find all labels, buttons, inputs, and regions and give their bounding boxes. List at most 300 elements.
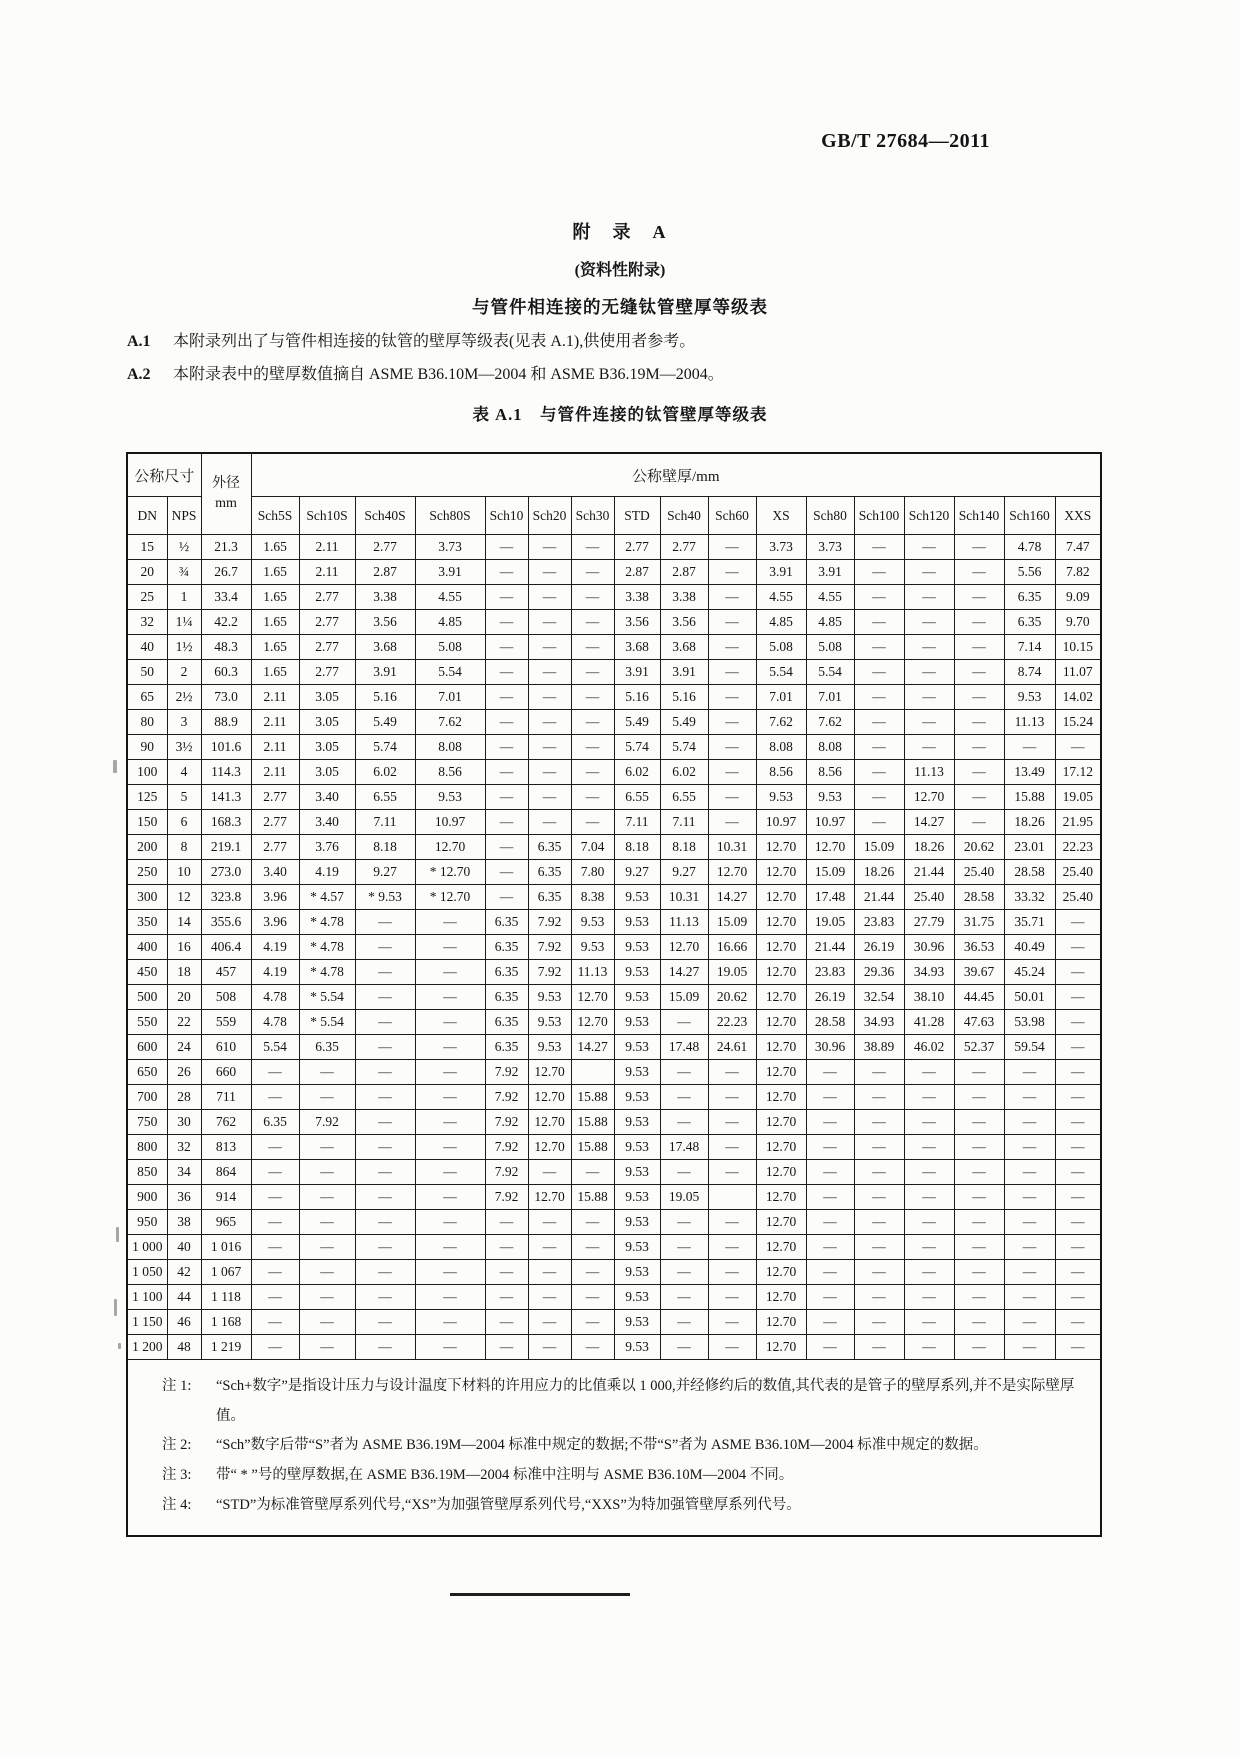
table-cell: — — [485, 660, 528, 685]
table-cell: * 4.78 — [299, 910, 355, 935]
table-cell: * 4.78 — [299, 935, 355, 960]
table-cell: 20 — [167, 985, 201, 1010]
table-cell: 6.35 — [528, 885, 571, 910]
table-cell: — — [355, 910, 415, 935]
table-cell: 9.53 — [614, 910, 660, 935]
table-cell: 12.70 — [528, 1185, 571, 1210]
table-cell: 12.70 — [528, 1135, 571, 1160]
col-header-sch20: Sch20 — [528, 497, 571, 535]
table-cell: 19.05 — [708, 960, 756, 985]
table-cell: 1 150 — [127, 1310, 167, 1335]
table-cell: 3.68 — [614, 635, 660, 660]
table-cell: 12.70 — [756, 985, 806, 1010]
table-cell: — — [299, 1135, 355, 1160]
table-cell: 4.19 — [251, 960, 299, 985]
table-cell: 26 — [167, 1060, 201, 1085]
table-cell: 6.35 — [485, 1035, 528, 1060]
table-cell: — — [571, 685, 614, 710]
table-cell: — — [571, 1210, 614, 1235]
table-cell: — — [485, 560, 528, 585]
table-cell: — — [415, 1310, 485, 1335]
table-cell: — — [571, 635, 614, 660]
table-cell: 2.77 — [660, 535, 708, 560]
table-cell: 9.53 — [614, 1235, 660, 1260]
table-cell: 28.58 — [954, 885, 1004, 910]
table-cell: 32.54 — [854, 985, 904, 1010]
table-cell: — — [854, 1185, 904, 1210]
table-cell: 9.53 — [756, 785, 806, 810]
table-cell: — — [708, 1285, 756, 1310]
table-cell: — — [904, 1260, 954, 1285]
table-cell: 19.05 — [1055, 785, 1101, 810]
table-cell: — — [1004, 1160, 1055, 1185]
table-cell: 750 — [127, 1110, 167, 1135]
table-cell: 6.35 — [485, 960, 528, 985]
table-cell: 11.13 — [571, 960, 614, 985]
table-cell: — — [954, 560, 1004, 585]
table-cell — [571, 1060, 614, 1085]
table-cell: 25.40 — [904, 885, 954, 910]
table-row — [127, 710, 1101, 735]
paragraph-a2-text: 本附录表中的壁厚数值摘自 ASME B36.10M—2004 和 ASME B36.19M—2004。 — [173, 366, 724, 383]
table-cell: — — [571, 1160, 614, 1185]
table-cell: 25.40 — [1055, 860, 1101, 885]
table-cell: 2½ — [167, 685, 201, 710]
table-cell: 9.53 — [415, 785, 485, 810]
table-cell: — — [854, 1260, 904, 1285]
table-row — [127, 685, 1101, 710]
note-1 — [162, 1372, 1084, 1431]
table-cell: — — [1055, 1235, 1101, 1260]
table-cell: 9.53 — [614, 1260, 660, 1285]
table-cell: — — [806, 1135, 854, 1160]
col-header-sch80s: Sch80S — [415, 497, 485, 535]
table-cell: 7.11 — [660, 810, 708, 835]
table-cell: — — [708, 1060, 756, 1085]
table-cell: 5.49 — [614, 710, 660, 735]
table-cell: — — [708, 585, 756, 610]
table-cell: 813 — [201, 1135, 251, 1160]
table-cell: 17.12 — [1055, 760, 1101, 785]
table-row — [127, 1035, 1101, 1060]
table-cell: 10.31 — [708, 835, 756, 860]
table-cell: 2.77 — [355, 535, 415, 560]
table-cell: 4.78 — [1004, 535, 1055, 560]
standard-number: GB/T 27684—2011 — [821, 130, 990, 152]
table-cell: 19.05 — [660, 1185, 708, 1210]
table-cell: — — [1004, 1085, 1055, 1110]
table-cell: 24 — [167, 1035, 201, 1060]
table-row — [127, 760, 1101, 785]
table-cell: 4.55 — [806, 585, 854, 610]
table-cell: 9.53 — [806, 785, 854, 810]
table-cell: — — [660, 1060, 708, 1085]
table-row — [127, 1260, 1101, 1285]
table-row — [127, 560, 1101, 585]
table-cell: 6.35 — [485, 985, 528, 1010]
table-cell: 2.77 — [299, 610, 355, 635]
table-cell: 8.18 — [660, 835, 708, 860]
table-cell: 46.02 — [904, 1035, 954, 1060]
table-cell: 39.67 — [954, 960, 1004, 985]
table-cell: 6.35 — [1004, 610, 1055, 635]
table-cell: 21.44 — [854, 885, 904, 910]
table-cell: — — [528, 1285, 571, 1310]
table-cell: 457 — [201, 960, 251, 985]
table-cell: 1 100 — [127, 1285, 167, 1310]
table-cell: * 5.54 — [299, 1010, 355, 1035]
table-cell: 48.3 — [201, 635, 251, 660]
table-cell: — — [854, 1310, 904, 1335]
note-label: 注 3: — [162, 1467, 192, 1484]
paragraph-a1-label: A.1 — [127, 333, 151, 350]
table-cell: — — [251, 1135, 299, 1160]
table-cell: 12.70 — [756, 1135, 806, 1160]
table-cell: 23.83 — [854, 910, 904, 935]
table-cell: 900 — [127, 1185, 167, 1210]
table-cell: — — [1055, 910, 1101, 935]
table-cell: — — [708, 535, 756, 560]
table-cell: 9.53 — [614, 1110, 660, 1135]
table-cell: 38.10 — [904, 985, 954, 1010]
table-cell: 2.77 — [251, 835, 299, 860]
table-cell: 9.53 — [614, 1185, 660, 1210]
table-cell: 6.35 — [485, 1010, 528, 1035]
table-cell: — — [528, 635, 571, 660]
table-cell: 3.40 — [251, 860, 299, 885]
table-cell: 9.53 — [614, 1210, 660, 1235]
table-cell: 12.70 — [528, 1085, 571, 1110]
table-cell: 27.79 — [904, 910, 954, 935]
table-cell: 600 — [127, 1035, 167, 1060]
table-cell: — — [355, 1160, 415, 1185]
table-cell: — — [571, 735, 614, 760]
table-cell: 2.77 — [299, 635, 355, 660]
table-cell: 550 — [127, 1010, 167, 1035]
table-cell: — — [954, 785, 1004, 810]
table-cell: — — [571, 1310, 614, 1335]
table-cell: — — [251, 1060, 299, 1085]
table-cell: 6.35 — [485, 935, 528, 960]
table-cell: 965 — [201, 1210, 251, 1235]
table-cell: — — [485, 635, 528, 660]
note-label: 注 2: — [162, 1437, 192, 1454]
table-cell: — — [806, 1260, 854, 1285]
table-cell: 15.09 — [854, 835, 904, 860]
table-cell: 9.53 — [528, 1035, 571, 1060]
table-cell: — — [954, 760, 1004, 785]
table-cell: 22.23 — [708, 1010, 756, 1035]
table-cell: — — [571, 1235, 614, 1260]
table-cell: — — [485, 1285, 528, 1310]
table-cell: — — [355, 1135, 415, 1160]
table-cell: 7.92 — [485, 1110, 528, 1135]
col-header-sch40: Sch40 — [660, 497, 708, 535]
table-cell: — — [954, 1335, 1004, 1360]
table-cell: 12.70 — [756, 1110, 806, 1135]
table-cell: 355.6 — [201, 910, 251, 935]
table-cell: — — [251, 1160, 299, 1185]
scan-artifact — [113, 760, 117, 773]
table-cell: — — [954, 1310, 1004, 1335]
table-cell: 15.88 — [571, 1185, 614, 1210]
table-cell: — — [1055, 1010, 1101, 1035]
table-cell: 1.65 — [251, 585, 299, 610]
table-cell: — — [1055, 935, 1101, 960]
table-row — [127, 1160, 1101, 1185]
table-cell: 2.77 — [251, 785, 299, 810]
table-row — [127, 1010, 1101, 1035]
paragraph-a2 — [127, 364, 1117, 386]
table-cell: 8.38 — [571, 885, 614, 910]
table-row — [127, 1110, 1101, 1135]
table-cell: — — [854, 1085, 904, 1110]
table-cell: 4.85 — [415, 610, 485, 635]
table-cell: — — [571, 1335, 614, 1360]
table-cell: 4 — [167, 760, 201, 785]
table-cell: — — [854, 585, 904, 610]
table-cell: — — [1055, 1260, 1101, 1285]
table-cell: — — [528, 1335, 571, 1360]
note-3 — [162, 1461, 1084, 1491]
header-wall-thickness: 公称壁厚/mm — [251, 453, 1101, 497]
table-cell: 9.70 — [1055, 610, 1101, 635]
table-cell: 3.91 — [614, 660, 660, 685]
table-cell: — — [485, 1235, 528, 1260]
table-cell: 28.58 — [806, 1010, 854, 1035]
table-cell: 12.70 — [756, 1085, 806, 1110]
table-cell: — — [904, 1310, 954, 1335]
table-cell: 200 — [127, 835, 167, 860]
table-cell: — — [904, 610, 954, 635]
table-cell: — — [904, 1135, 954, 1160]
table-cell: — — [854, 1285, 904, 1310]
table-cell: 42.2 — [201, 610, 251, 635]
table-cell: — — [1004, 1185, 1055, 1210]
table-cell: 3.40 — [299, 785, 355, 810]
table-cell: — — [355, 1260, 415, 1285]
table-cell: 3.96 — [251, 910, 299, 935]
table-cell: — — [660, 1260, 708, 1285]
table-cell: — — [708, 685, 756, 710]
table-cell: — — [954, 710, 1004, 735]
table-cell: — — [954, 660, 1004, 685]
table-cell: 12.70 — [756, 1010, 806, 1035]
table-cell: 1 219 — [201, 1335, 251, 1360]
table-cell: — — [806, 1160, 854, 1185]
table-cell: 14 — [167, 910, 201, 935]
table-cell: — — [1004, 1135, 1055, 1160]
table-cell: 40 — [167, 1235, 201, 1260]
table-cell: 660 — [201, 1060, 251, 1085]
table-cell: 1 200 — [127, 1335, 167, 1360]
table-cell: — — [571, 785, 614, 810]
table-cell: — — [571, 760, 614, 785]
table-cell: — — [708, 560, 756, 585]
table-cell: — — [299, 1310, 355, 1335]
table-cell: 34.93 — [904, 960, 954, 985]
table-cell: 11.13 — [1004, 710, 1055, 735]
table-cell: — — [954, 1060, 1004, 1085]
table-cell: — — [355, 985, 415, 1010]
table-cell: 12.70 — [756, 1335, 806, 1360]
table-cell: — — [1004, 1310, 1055, 1335]
table-cell: — — [299, 1210, 355, 1235]
table-cell: — — [708, 1085, 756, 1110]
table-cell: — — [954, 1285, 1004, 1310]
table-cell: — — [1055, 1035, 1101, 1060]
table-cell: 28.58 — [1004, 860, 1055, 885]
table-cell: — — [806, 1335, 854, 1360]
table-cell: 80 — [127, 710, 167, 735]
table-cell: 12.70 — [756, 1185, 806, 1210]
table-cell: — — [708, 1260, 756, 1285]
table-cell: — — [660, 1085, 708, 1110]
table-cell: 34.93 — [854, 1010, 904, 1035]
table-cell: 10.97 — [415, 810, 485, 835]
table-row — [127, 735, 1101, 760]
table-cell: 41.28 — [904, 1010, 954, 1035]
table-cell: — — [1055, 1285, 1101, 1310]
table-cell: 6.35 — [528, 860, 571, 885]
table-cell: — — [708, 810, 756, 835]
table-cell: 21.95 — [1055, 810, 1101, 835]
table-cell: 6.35 — [1004, 585, 1055, 610]
table-cell: — — [708, 1160, 756, 1185]
outer-diameter-label: 外径 — [212, 476, 240, 492]
table-cell: 3.38 — [355, 585, 415, 610]
table-cell: 1.65 — [251, 535, 299, 560]
table-cell: 9.09 — [1055, 585, 1101, 610]
table-cell: 3.05 — [299, 685, 355, 710]
table-cell: — — [571, 585, 614, 610]
table-cell: 9.53 — [1004, 685, 1055, 710]
table-cell: 15.09 — [708, 910, 756, 935]
table-cell: 38 — [167, 1210, 201, 1235]
table-cell: — — [528, 1310, 571, 1335]
table-cell: 44.45 — [954, 985, 1004, 1010]
table-cell: — — [485, 885, 528, 910]
table-cell: 12.70 — [660, 935, 708, 960]
table-row — [127, 1235, 1101, 1260]
table-row — [127, 1135, 1101, 1160]
table-cell: 34 — [167, 1160, 201, 1185]
table-cell: 7.14 — [1004, 635, 1055, 660]
table-cell: 9.53 — [571, 910, 614, 935]
table-cell: 1 050 — [127, 1260, 167, 1285]
appendix-subtitle: (资料性附录) — [574, 262, 666, 279]
table-cell: — — [415, 1335, 485, 1360]
table-cell: — — [708, 1310, 756, 1335]
table-cell: 24.61 — [708, 1035, 756, 1060]
table-cell: 1 118 — [201, 1285, 251, 1310]
table-cell: 350 — [127, 910, 167, 935]
table-cell: — — [904, 685, 954, 710]
table-cell: 15.88 — [571, 1085, 614, 1110]
table-cell: 12.70 — [756, 1160, 806, 1185]
table-cell: — — [571, 1260, 614, 1285]
table-cell: 44 — [167, 1285, 201, 1310]
table-cell: 12.70 — [415, 835, 485, 860]
table-cell: 101.6 — [201, 735, 251, 760]
table-cell: 125 — [127, 785, 167, 810]
table-cell: — — [904, 535, 954, 560]
table-cell: — — [954, 810, 1004, 835]
table-cell: — — [904, 660, 954, 685]
table-cell: 11.13 — [660, 910, 708, 935]
table-cell: 3½ — [167, 735, 201, 760]
table-cell: 300 — [127, 885, 167, 910]
table-cell: — — [1055, 1310, 1101, 1335]
table-cell: — — [904, 1235, 954, 1260]
table-cell: 33.4 — [201, 585, 251, 610]
table-cell: 12.70 — [756, 1285, 806, 1310]
table-cell: 150 — [127, 810, 167, 835]
table-cell: 18.26 — [854, 860, 904, 885]
table-cell: — — [355, 1210, 415, 1235]
table-cell: 3.05 — [299, 710, 355, 735]
table-cell: 9.53 — [528, 1010, 571, 1035]
table-cell: — — [355, 1010, 415, 1035]
appendix-heading: 与管件相连接的无缝钛管壁厚等级表 — [472, 297, 768, 317]
table-cell: 5.54 — [806, 660, 854, 685]
table-row — [127, 910, 1101, 935]
table-cell: — — [1004, 1260, 1055, 1285]
table-cell: 3.40 — [299, 810, 355, 835]
header-row-groups — [127, 453, 1101, 497]
table-cell: — — [485, 1310, 528, 1335]
table-cell: 323.8 — [201, 885, 251, 910]
table-cell: — — [415, 1010, 485, 1035]
table-cell: 219.1 — [201, 835, 251, 860]
table-cell: — — [528, 585, 571, 610]
table-cell: — — [415, 1160, 485, 1185]
table-cell: 3 — [167, 710, 201, 735]
table-cell: 5.54 — [415, 660, 485, 685]
table-cell: 711 — [201, 1085, 251, 1110]
table-cell: 50 — [127, 660, 167, 685]
table-cell: 508 — [201, 985, 251, 1010]
table-cell: — — [854, 810, 904, 835]
table-cell: — — [708, 1235, 756, 1260]
table-cell: 12.70 — [756, 860, 806, 885]
table-cell: 6.55 — [355, 785, 415, 810]
table-cell: 9.53 — [614, 1010, 660, 1035]
table-cell: 2 — [167, 660, 201, 685]
table-cell: 21.44 — [904, 860, 954, 885]
table-cell: 1½ — [167, 635, 201, 660]
note-text: “STD”为标准管壁厚系列代号,“XS”为加强管壁厚系列代号,“XXS”为特加强管壁厚系列代号。 — [216, 1496, 801, 1513]
table-row — [127, 660, 1101, 685]
table-cell: — — [1055, 1210, 1101, 1235]
table-cell: — — [806, 1110, 854, 1135]
col-header-sch160: Sch160 — [1004, 497, 1055, 535]
table-cell: 7.92 — [485, 1160, 528, 1185]
paragraph-a2-label: A.2 — [127, 366, 151, 383]
table-cell: 12.70 — [756, 910, 806, 935]
table-cell: — — [854, 1335, 904, 1360]
table-cell: 36.53 — [954, 935, 1004, 960]
table-cell: — — [415, 1235, 485, 1260]
table-cell: — — [1004, 735, 1055, 760]
table-cell: 15.09 — [806, 860, 854, 885]
table-cell: 168.3 — [201, 810, 251, 835]
table-row — [127, 1185, 1101, 1210]
table-cell: 2.87 — [660, 560, 708, 585]
table-cell: 8.18 — [614, 835, 660, 860]
table-cell: — — [415, 1110, 485, 1135]
table-cell: * 4.78 — [299, 960, 355, 985]
